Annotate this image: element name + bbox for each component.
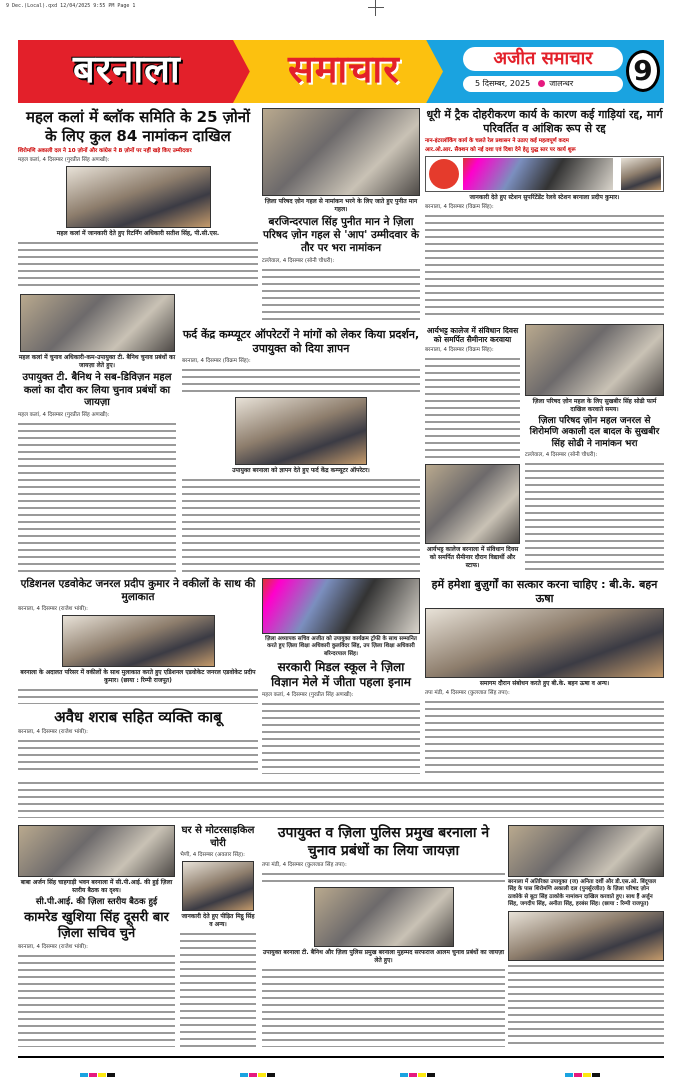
article-body [262,701,420,774]
headline: बरजिन्दरपाल सिंह पुनीत मान ने ज़िला परिषद ज़ोन गहल से 'आप' उम्मीदवार के तौर पर भरा नामांकन [262,216,420,255]
photo-strip [425,156,664,192]
color-registration-bar [565,1062,601,1081]
article [425,108,664,320]
photo-caption: समागम दौरान संबोधन करते हुए बी.के. बहन ऊषा व अन्य। [479,679,610,687]
headline: एडिशनल एडवोकेट जनरल प्रदीप कुमार ने वकीलों के साथ की मुलाकात [20,578,256,604]
article [262,108,420,322]
dateline: महल कलां, 4 दिसम्बर (गुरप्रीत सिंह अणखी): [18,411,110,418]
dateline: बरनाला, 4 दिसम्बर (राजेश भांबी): [18,944,88,951]
headline: उपायुक्त टी. बैनिथ ने सब-डिविज़न महल कलां का दौरा कर लिया चुनाव प्रबंधों का जायज़ा [22,372,172,409]
headline: ज़िला परिषद ज़ोन महल जनरल से शिरोमणि अकाली दल बादल के सुखबीर सिंह सोढी ने नामांकन भरा [529,416,660,449]
headline: धूरी में ट्रैक दोहरीकरण कार्य के कारण कई गाड़ियां रद्द, मार्ग परिवर्तित व आंशिक रूप से रद्द [426,108,663,135]
dateline: बरनाला, 4 दिसम्बर (राजेश भांबी): [18,728,88,735]
headline: घर से मोटरसाइकिल चोरी [181,825,255,849]
dateline: बरनाला, 4 दिसम्बर (विक्रम सिंह): [182,357,251,364]
article-body [262,871,505,885]
headline: महल कलां में ब्लॉक समिति के 25 ज़ोनों के लिए कुल 84 नामांकन दाखिल [25,108,251,145]
headline: हमें हमेशा बुज़ुर्गों का सत्कार करना चाहिए : बी.के. बहन ऊषा [431,578,658,605]
article [508,825,664,1047]
photo [525,324,664,396]
print-slug: 9 Dec.(Local).qxd 12/04/2025 9:55 PM Page 1 [6,3,136,9]
bullet: नान-इंटरलॉकिंग कार्य के चलते रेल प्रशासन ने उठाए कई महत्वपूर्ण कदम [425,137,569,144]
headline: सरकारी मिडल स्कूल ने ज़िला विज्ञान मेले में जीता पहला इनाम [271,660,411,690]
article-body [182,477,420,572]
photo-caption: बाबा अर्जन सिंह चाहगाड़ी भवन बरनाला में सी.पी.आई. की हुई ज़िला स्तरीय बैठक का दृश्य। [20,879,173,895]
photo [66,166,211,228]
dateline: टल्लेवाल, 4 दिसम्बर (सोनी चौधरी): [525,451,598,458]
article-body [180,931,256,1047]
photo [262,108,420,196]
dateline: तपा मंडी, 4 दिसम्बर (कुलजात सिंह तपा): [262,862,347,868]
kicker: सी.पी.आई. की ज़िला स्तरीय बैठक हुई [35,897,158,908]
dateline: महल कलां, 4 दिसम्बर (गुरप्रीत सिंह अणखी): [18,156,110,163]
photo-caption: उपायुक्त बरनाला टी. बैनिथ और ज़िला पुलिस प्रमुख बरनाला मुहम्मद सरफराज आलम चुनाव प्रबंधों का जायज़ा लेते हुए। [262,949,505,965]
photo [18,825,175,877]
headline: आर्यभट्ट कालेज में संविधान दिवस को समर्पित सैमीनार करवाया [426,326,519,345]
article-body [18,421,176,572]
article-body [425,699,664,774]
photo [235,397,367,465]
article [425,578,664,774]
article [18,825,175,1047]
color-registration-bar [80,1062,116,1081]
train-photo [463,158,613,190]
photo-caption: जानकारी देते हुए पीड़ित मिट्ठू सिंह व अन्य। [181,913,255,929]
subheadline: शिरोमणि अकाली दल ने 10 ज़ोनों और कांग्रेस ने 8 ज़ोनों पर नहीं खड़े किए उम्मीदवार [18,147,192,154]
article-body [425,356,520,462]
photo-caption: महल कलां में चुनाव अधिकारी-कम-उपायुक्त टी. बैनिथ चुनाव प्रबंधों का जायज़ा लेते हुए। [18,354,176,370]
photo-caption: आर्यभट्ट कालेज बरनाला में संविधान दिवस को समर्पित सैमीनार दौरान विद्यार्थी और स्टाफ। [426,545,519,569]
photo [508,911,664,961]
article [182,328,420,572]
masthead-title: समाचार [288,47,400,91]
article-body [262,267,420,322]
dateline: बरनाला, 4 दिसम्बर (विक्रम सिंह): [425,204,494,211]
continued-text [18,780,664,818]
article [18,294,176,572]
photo [425,464,520,544]
article [180,825,256,1047]
crop-mark [368,7,384,8]
dateline: भैणी, 4 दिसम्बर (अवतार सिंह): [180,852,246,858]
article [18,578,258,704]
photo-caption: बरनाला में अतिरिक्त उपायुक्त (ज) अनिता दर्शी और डी.एस.ओ. बिंदूपाल सिंह के पास शिरोमणि अकाली दल (पुनर्सुरजीत) के ज़िला परिषद ज़ोन ठाकोके से बूटा सिंह ठाकोके नामांकन दाखिल करवाते हुए। साथ हैं अर्जुन सिंह, जगदीप सिंह, अनीता सिंह, हरबंस सिंह। (छाया : रिम्पी राजपूत) [508,879,656,908]
article [262,578,420,774]
dateline: महल कलां, 4 दिसम्बर (गुरप्रीत सिंह अणखी): [262,692,354,699]
bottom-rule [18,1056,664,1058]
headline: उपायुक्त व ज़िला पुलिस प्रमुख बरनाला ने चुनाव प्रबंधों का लिया जायज़ा [277,825,490,859]
portrait-photo [621,158,661,190]
color-registration-bar [240,1062,276,1081]
article-body [18,240,258,288]
article-body [18,687,258,704]
article-body [425,213,664,320]
photo [425,608,664,678]
headline: कामरेड खुशिया सिंह दूसरी बार ज़िला सचिव चुने [24,909,169,942]
photo-caption: महल कलां में जानकारी देते हुए रिटर्निंग अधिकारी सतीश सिंह, पी.सी.एस. [56,229,220,237]
dateline: बरनाला, 4 दिसम्बर (विक्रम सिंह): [425,346,494,353]
article [18,108,258,288]
photo-caption: उपायुक्त बरनाला को ज्ञापन देते हुए फर्द केंद्र कम्प्यूटर ऑपरेटर। [232,466,370,474]
photo-caption: ज़िला परिषद ज़ोन गहल से नामांकन भरने के लिए जाते हुए पुनीत मान गहल। [264,198,418,214]
article [18,708,258,774]
dateline: तपा मंडी, 4 दिसम्बर (कुलजात सिंह तपा): [425,689,510,696]
photo-caption-text [508,963,664,1047]
article [425,326,520,570]
masthead [18,40,664,103]
photo-caption: बरनाला के अदालत परिसर में वकीलों के साथ मुलाकात करते हुए एडिशनल एडवोकेट जनरल एडवोकेट प्रदीप कुमार। (छाया : रिम्पी राजपूत) [20,669,256,685]
bullet: आर.ओ.आर. सैक्शन को नई दशा एवं दिशा देने हेतु युद्ध स्तर पर कार्य शुरू [425,146,576,153]
dot-icon [538,80,545,87]
photo [262,578,420,634]
dateline-bar [463,76,623,92]
article [262,825,505,1047]
photo [508,825,664,877]
article-body [182,367,420,395]
headline: फर्द केंद्र कम्प्यूटर ऑपरेटरों ने मांगों को लेकर किया प्रदर्शन, उपायुक्त को दिया ज्ञापन [182,328,420,355]
article [525,324,664,570]
photo [62,615,215,667]
photo [314,887,454,947]
dateline: बरनाला, 4 दिसम्बर (राजेश भांबी): [18,606,88,613]
page-number: 9 [626,50,660,92]
issue-date: 5 दिसम्बर, 2025 [475,79,531,88]
paper-name: अजीत समाचार [463,47,623,71]
masthead-city: बरनाला [73,47,181,91]
headline: अवैध शराब सहित व्यक्ति काबू [54,708,222,726]
edition-city: जालन्धर [549,79,574,88]
photo-caption: जानकारी देते हुए स्टेशन सुपरिंटेंडेंट रेलवे स्टेशन बरनाला प्रदीप कुमार। [469,194,620,202]
photo [20,294,175,352]
crop-mark [375,0,376,16]
photo-caption: ज़िला परिषद ज़ोन महल के लिए सुखबीर सिंह सोढी फार्म दाखिल करवाते समय। [532,398,657,414]
photo-caption: ज़िला अध्यापक सचिव अजीत को उपायुक्त कार्यक्रम ट्रॉफी के साथ सम्मानित करते हुए ज़िला शिक्षा अधिकारी कुलविंदर सिंह, उप ज़िला शिक्षा अधिकारी बरिन्दरपाल सिंह। [265,636,417,657]
photo [182,861,254,911]
article-body [18,738,258,774]
article-body [525,461,664,570]
article-body [18,953,175,1047]
railway-logo-icon [429,159,459,189]
article-body [262,967,505,1047]
color-registration-bar [400,1062,436,1081]
dateline: टल्लेवाल, 4 दिसम्बर (सोनी चौधरी): [262,257,335,264]
